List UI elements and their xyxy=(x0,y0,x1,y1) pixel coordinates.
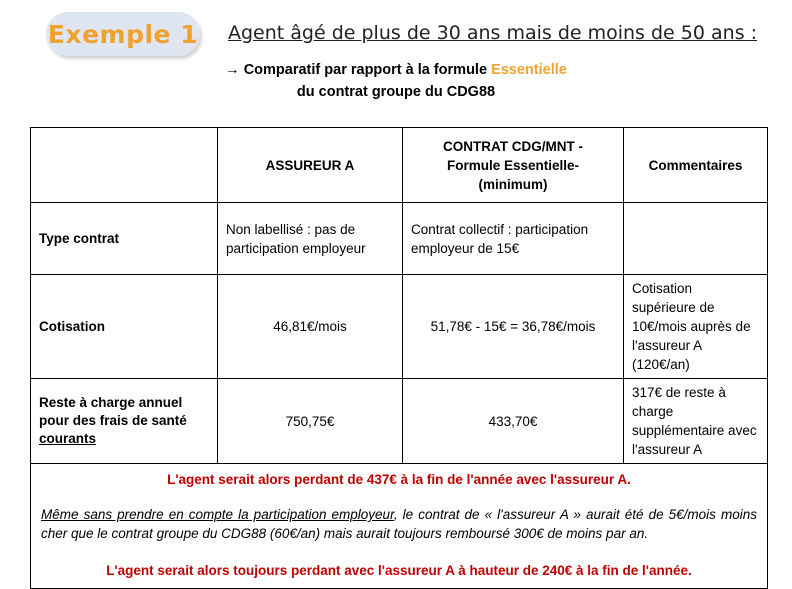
header-cdg: CONTRAT CDG/MNT -Formule Essentielle- (minimum) xyxy=(403,128,624,203)
header-blank xyxy=(31,128,218,203)
cell-commentaire xyxy=(624,203,768,275)
footer-conclusion-1: L'agent serait alors perdant de 437€ à la fin de l'année avec l'assureur A. xyxy=(167,472,631,487)
cell-assureur: 46,81€/mois xyxy=(218,275,403,379)
cell-assureur: Non labellisé : pas de participation employeur xyxy=(218,203,403,275)
footer-note-rest: , le contrat de « l'assureur A » aurait été de 5€/mois moins cher que le contrat groupe du CDG88 (60€/an) mais aurait toujours remboursé 300€ de moins par an. xyxy=(41,507,757,541)
cell-commentaire: Cotisation supérieure de 10€/mois auprès de l'assureur A (120€/an) xyxy=(624,275,768,379)
comparatif-line xyxy=(0,62,792,78)
cell-cdg: Contrat collectif : participation employeur de 15€ xyxy=(403,203,624,275)
table-row xyxy=(31,203,768,275)
footer-cell xyxy=(31,464,768,589)
table-row xyxy=(31,275,768,379)
header-commentaires: Commentaires xyxy=(624,128,768,203)
subtitle: Agent âgé de plus de 30 ans mais de moins de 50 ans : xyxy=(228,22,758,44)
formule-highlight: Essentielle xyxy=(491,62,567,78)
header-assureur: ASSUREUR A xyxy=(218,128,403,203)
footer-note xyxy=(41,505,757,543)
footer-conclusion-2: L'agent serait alors toujours perdant avec l'assureur A à hauteur de 240€ à la fin de l'année. xyxy=(106,563,692,578)
cell-assureur: 750,75€ xyxy=(218,379,403,464)
table-footer-row xyxy=(31,464,768,589)
cell-commentaire: 317€ de reste à charge supplémentaire avec l'assureur A xyxy=(624,379,768,464)
footer-note-underlined: Même sans prendre en compte la participation employeur xyxy=(41,507,394,522)
comparatif-line-2: du contrat groupe du CDG88 xyxy=(296,84,496,100)
comparatif-prefix: Comparatif par rapport à la formule xyxy=(243,62,492,78)
comparison-table xyxy=(30,127,768,589)
row-label: Cotisation xyxy=(31,275,218,379)
cell-cdg: 51,78€ - 15€ = 36,78€/mois xyxy=(403,275,624,379)
row-label xyxy=(31,379,218,464)
row-label: Type contrat xyxy=(31,203,218,275)
example-badge: Exemple 1 xyxy=(46,12,200,56)
table-header-row xyxy=(31,128,768,203)
cell-cdg: 433,70€ xyxy=(403,379,624,464)
table-row xyxy=(31,379,768,464)
arrow-icon: → xyxy=(225,62,240,78)
row-label-part2: courants xyxy=(39,431,97,446)
row-label-part1: Reste à charge annuel pour des frais de santé xyxy=(39,395,187,428)
